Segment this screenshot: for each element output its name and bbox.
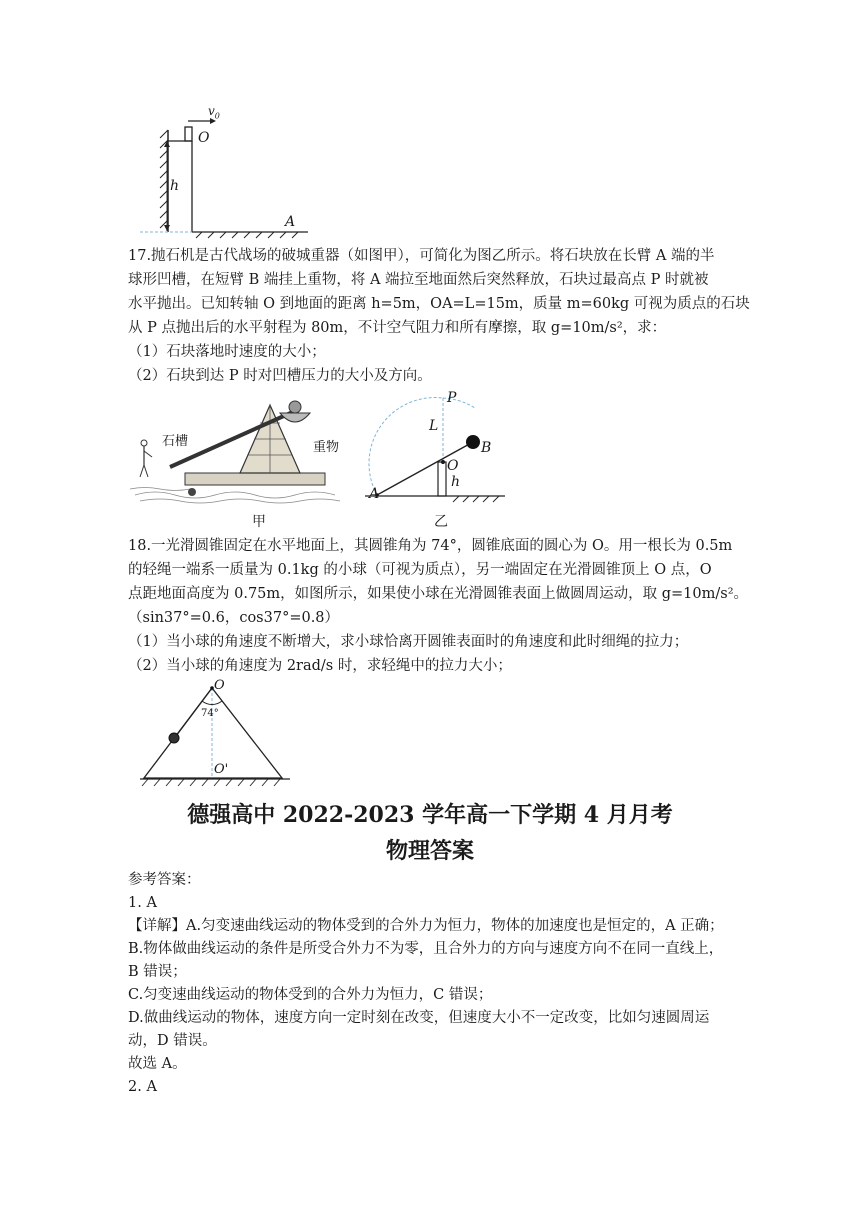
answer-line-2: 1. A bbox=[128, 895, 157, 911]
page-title: 德强高中 2022-2023 学年高一下学期 4 月月考 bbox=[187, 802, 673, 828]
q18-line-6: （2）当小球的角速度为 2rad/s 时，求轻绳中的拉力大小； bbox=[128, 658, 512, 674]
answer-line-3: 【详解】A.匀变速曲线运动的物体受到的合外力为恒力，物体的加速度也是恒定的，A 正确； bbox=[128, 918, 724, 934]
figure-q17-diagram bbox=[365, 390, 525, 508]
answer-line-1: 参考答案： bbox=[128, 872, 201, 888]
q17-line-5: （1）石块落地时速度的大小； bbox=[128, 344, 326, 360]
answer-line-10: 2. A bbox=[128, 1079, 157, 1095]
diagram-label-A: A bbox=[369, 486, 380, 502]
fig16-h-label: h bbox=[170, 178, 180, 194]
cone-label-angle: 74° bbox=[201, 708, 219, 719]
answer-line-5: B 错误； bbox=[128, 964, 187, 980]
q17-line-6: （2）石块到达 P 时对凹槽压力的大小及方向。 bbox=[128, 368, 432, 384]
cone-label-O-prime: O' bbox=[214, 762, 229, 777]
fig-b-caption: 乙 bbox=[434, 514, 448, 530]
diagram-label-B: B bbox=[481, 440, 492, 456]
q18-line-3: 点距地面高度为 0.75m，如图所示，如果使小球在光滑圆锥表面上做圆周运动，取 g=10m/s²。 bbox=[128, 586, 749, 602]
q18-line-4: （sin37°=0.6，cos37°=0.8） bbox=[128, 610, 340, 626]
q18-line-5: （1）当小球的角速度不断增大，求小球恰离开圆锥表面时的角速度和此时细绳的拉力； bbox=[128, 634, 689, 650]
trebuchet-label-stone-slot: 石槽 bbox=[162, 434, 189, 449]
q17-line-1: 17.抛石机是古代战场的破城重器（如图甲），可简化为图乙所示。将石块放在长臂 A 端的半 bbox=[128, 248, 715, 264]
fig16-a-label: A bbox=[285, 214, 296, 230]
cone-label-O: O bbox=[214, 678, 225, 693]
q17-line-3: 水平抛出。已知转轴 O 到地面的距离 h=5m，OA=L=15m，质量 m=60kg 可视为质点的石块 bbox=[128, 296, 750, 312]
answer-line-6: C.匀变速曲线运动的物体受到的合外力为恒力，C 错误； bbox=[128, 987, 493, 1003]
page-subtitle: 物理答案 bbox=[385, 838, 474, 864]
diagram-label-h: h bbox=[451, 474, 461, 490]
q17-line-2: 球形凹槽，在短臂 B 端挂上重物，将 A 端拉至地面然后突然释放，石块过最高点 P 时就被 bbox=[128, 272, 709, 288]
answer-line-7: D.做曲线运动的物体，速度方向一定时刻在改变，但速度大小不一定改变，比如匀速圆周运 bbox=[128, 1010, 710, 1026]
q18-line-2: 的轻绳一端系一质量为 0.1kg 的小球（可视为质点），另一端固定在光滑圆锥顶上 O 点，O bbox=[128, 562, 712, 578]
diagram-label-P: P bbox=[447, 390, 457, 406]
trebuchet-label-weight: 重物 bbox=[313, 440, 340, 455]
fig16-o-label: O bbox=[198, 130, 210, 146]
diagram-label-O: O bbox=[447, 458, 459, 474]
answer-line-9: 故选 A。 bbox=[128, 1056, 187, 1072]
diagram-label-L: L bbox=[429, 418, 439, 434]
answer-line-8: 动，D 错误。 bbox=[128, 1033, 217, 1049]
q18-line-1: 18.一光滑圆锥固定在水平地面上，其圆锥角为 74°，圆锥底面的圆心为 O。用一根长为 0.5m bbox=[128, 538, 733, 554]
answer-line-4: B.物体做曲线运动的条件是所受合外力不为零，且合外力的方向与速度方向不在同一直线上， bbox=[128, 941, 724, 957]
figure-q16-diagram bbox=[130, 100, 330, 240]
fig16-v-label: $v_0$ bbox=[208, 104, 220, 121]
fig-a-caption: 甲 bbox=[252, 514, 266, 530]
q17-line-4: 从 P 点抛出后的水平射程为 80m，不计空气阻力和所有摩擦，取 g=10m/s²，求： bbox=[128, 320, 667, 336]
